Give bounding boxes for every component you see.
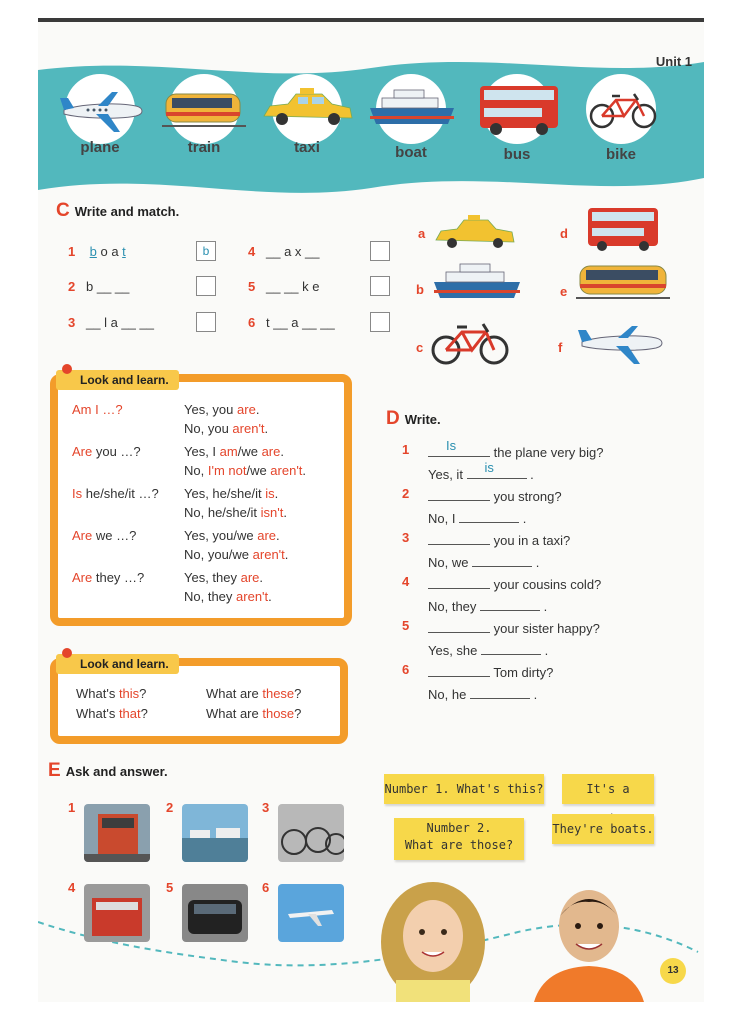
- c-box-4[interactable]: [370, 241, 390, 261]
- d-num-2: 2: [402, 486, 410, 501]
- photo-train: [84, 804, 150, 862]
- d-num-4: 4: [402, 574, 410, 589]
- d-q4-blank[interactable]: [428, 576, 490, 589]
- d-a6-blank[interactable]: [470, 686, 530, 699]
- bike-picture: [430, 318, 512, 366]
- ll1-b2: No, I'm not/we aren't.: [184, 463, 307, 478]
- ll2-left-1: What's this?: [76, 686, 147, 701]
- ll1-a1: Yes, you are.: [184, 402, 260, 417]
- d-q3: you in a taxi?: [428, 532, 570, 548]
- ll1-q3: Is he/she/it …?: [72, 486, 159, 501]
- bubble-question-1: Number 1. What's this?: [384, 774, 544, 804]
- section-d-title: Write.: [404, 412, 441, 427]
- c-item-5: 5 __ __ k e: [248, 279, 320, 294]
- c-box-3[interactable]: [196, 312, 216, 332]
- d-q2-blank[interactable]: [428, 488, 490, 501]
- label-plane: plane: [80, 139, 120, 156]
- ll1-a2: Yes, I am/we are.: [184, 444, 284, 459]
- train-picture: [576, 262, 670, 302]
- look-and-learn-1-title: Look and learn.: [56, 370, 179, 390]
- c-box-2[interactable]: [196, 276, 216, 296]
- plane-icon: [58, 88, 146, 136]
- c-item-1-answer: b: [89, 244, 97, 259]
- d-num-5: 5: [402, 618, 410, 633]
- d-q1: Is the plane very big?: [428, 444, 603, 460]
- look-and-learn-2-title: Look and learn.: [56, 654, 179, 674]
- photo-num-5: 5: [166, 880, 174, 895]
- bike-icon: [588, 88, 658, 132]
- d-num-6: 6: [402, 662, 410, 677]
- label-bike: bike: [605, 146, 636, 163]
- d-num-3: 3: [402, 530, 410, 545]
- section-e-title: Ask and answer.: [65, 764, 168, 779]
- section-c-heading: [56, 200, 179, 222]
- section-e-heading: [48, 760, 168, 782]
- ll1-b4: No, you/we aren't.: [184, 547, 289, 562]
- ll1-a5: Yes, they are.: [184, 570, 264, 585]
- photo-num-3: 3: [262, 800, 270, 815]
- label-train: train: [187, 139, 221, 156]
- photo-num-6: 6: [262, 880, 270, 895]
- ll1-b1: No, you aren't.: [184, 421, 269, 436]
- pin-icon: [62, 364, 72, 374]
- photo-boats: [182, 804, 248, 862]
- plane-picture: [576, 322, 668, 368]
- letter-d: d: [560, 226, 568, 241]
- ll1-q2: Are you …?: [72, 444, 141, 459]
- letter-e: e: [560, 284, 568, 299]
- section-d-letter: D: [386, 408, 400, 429]
- section-c-title: Write and match.: [74, 204, 180, 219]
- bubble-question-2: Number 2. What are those?: [394, 818, 524, 860]
- photo-taxi: [182, 884, 248, 942]
- photo-plane: [278, 884, 344, 942]
- c-item-3: 3 __ l a __ __: [68, 315, 154, 330]
- c-item-6: 6 t __ a __ __: [248, 315, 335, 330]
- d-a6: No, he .: [428, 687, 538, 702]
- d-q4: your cousins cold?: [428, 576, 601, 592]
- section-d-heading: [386, 408, 441, 430]
- workbook-page: [38, 22, 704, 1002]
- d-a4-blank[interactable]: [480, 598, 540, 611]
- d-q6-blank[interactable]: [428, 664, 490, 677]
- d-a5-blank[interactable]: [481, 642, 541, 655]
- bus-picture: [584, 206, 662, 252]
- photo-num-1: 1: [68, 800, 76, 815]
- letter-b: b: [416, 282, 424, 297]
- girl-illustration: [368, 880, 498, 1002]
- boat-icon: [368, 86, 456, 130]
- label-boat: boat: [395, 144, 427, 161]
- d-a2-blank[interactable]: [459, 510, 519, 523]
- ll2-right-1: What are these?: [206, 686, 302, 701]
- d-num-1: 1: [402, 442, 410, 457]
- d-a3: No, we .: [428, 555, 540, 570]
- c-item-1-answer2: t: [122, 244, 126, 259]
- ll2-right-2: What are those?: [206, 706, 302, 721]
- d-q3-blank[interactable]: [428, 532, 490, 545]
- c-item-1: 1 b o a t: [68, 244, 126, 259]
- c-item-4: 4 __ a x __: [248, 244, 320, 259]
- d-q5-blank[interactable]: [428, 620, 490, 633]
- label-bus: bus: [503, 146, 531, 163]
- section-e-letter: E: [48, 760, 61, 781]
- taxi-picture: [432, 214, 516, 250]
- letter-a: a: [418, 226, 426, 241]
- photo-bikes: [278, 804, 344, 862]
- d-q6: Tom dirty?: [428, 664, 553, 680]
- pin-icon: [62, 648, 72, 658]
- d-a4: No, they .: [428, 599, 548, 614]
- photo-bus: [84, 884, 150, 942]
- ll2-left-2: What's that?: [76, 706, 148, 721]
- bubble-answer-1: It's a: [562, 774, 654, 804]
- ll1-q1: Am I …?: [72, 402, 123, 417]
- d-q2: you strong?: [428, 488, 562, 504]
- section-c-letter: C: [56, 200, 70, 221]
- letter-f: f: [558, 340, 563, 355]
- label-taxi: taxi: [294, 139, 320, 156]
- ll1-b3: No, he/she/it isn't.: [184, 505, 287, 520]
- c-box-1[interactable]: b: [196, 241, 216, 261]
- c-item-2: 2 b __ __: [68, 279, 130, 294]
- d-a1-blank[interactable]: is: [467, 466, 527, 479]
- d-q1-blank[interactable]: Is: [428, 444, 490, 457]
- unit-label: Unit 1: [655, 54, 692, 69]
- ll1-q4: Are we …?: [72, 528, 137, 543]
- train-icon: [162, 86, 246, 130]
- ll1-a4: Yes, you/we are.: [184, 528, 280, 543]
- photo-num-4: 4: [68, 880, 76, 895]
- boat-picture: [432, 262, 522, 302]
- d-q5: your sister happy?: [428, 620, 600, 636]
- c-box-6[interactable]: [370, 312, 390, 332]
- d-a5: Yes, she .: [428, 643, 549, 658]
- c-box-5[interactable]: [370, 276, 390, 296]
- letter-c: c: [416, 340, 424, 355]
- d-a2: No, I .: [428, 511, 527, 526]
- bubble-answer-2: They're boats.: [552, 814, 654, 844]
- ll1-q5: Are they …?: [72, 570, 145, 585]
- ll1-a3: Yes, he/she/it is.: [184, 486, 279, 501]
- ll1-b5: No, they aren't.: [184, 589, 272, 604]
- d-a3-blank[interactable]: [472, 554, 532, 567]
- d-a1: Yes, it is .: [428, 460, 534, 482]
- boy-illustration: [524, 882, 654, 1002]
- taxi-icon: [260, 86, 356, 130]
- page-number: 13: [660, 958, 686, 984]
- photo-num-2: 2: [166, 800, 174, 815]
- bus-icon: [476, 82, 562, 136]
